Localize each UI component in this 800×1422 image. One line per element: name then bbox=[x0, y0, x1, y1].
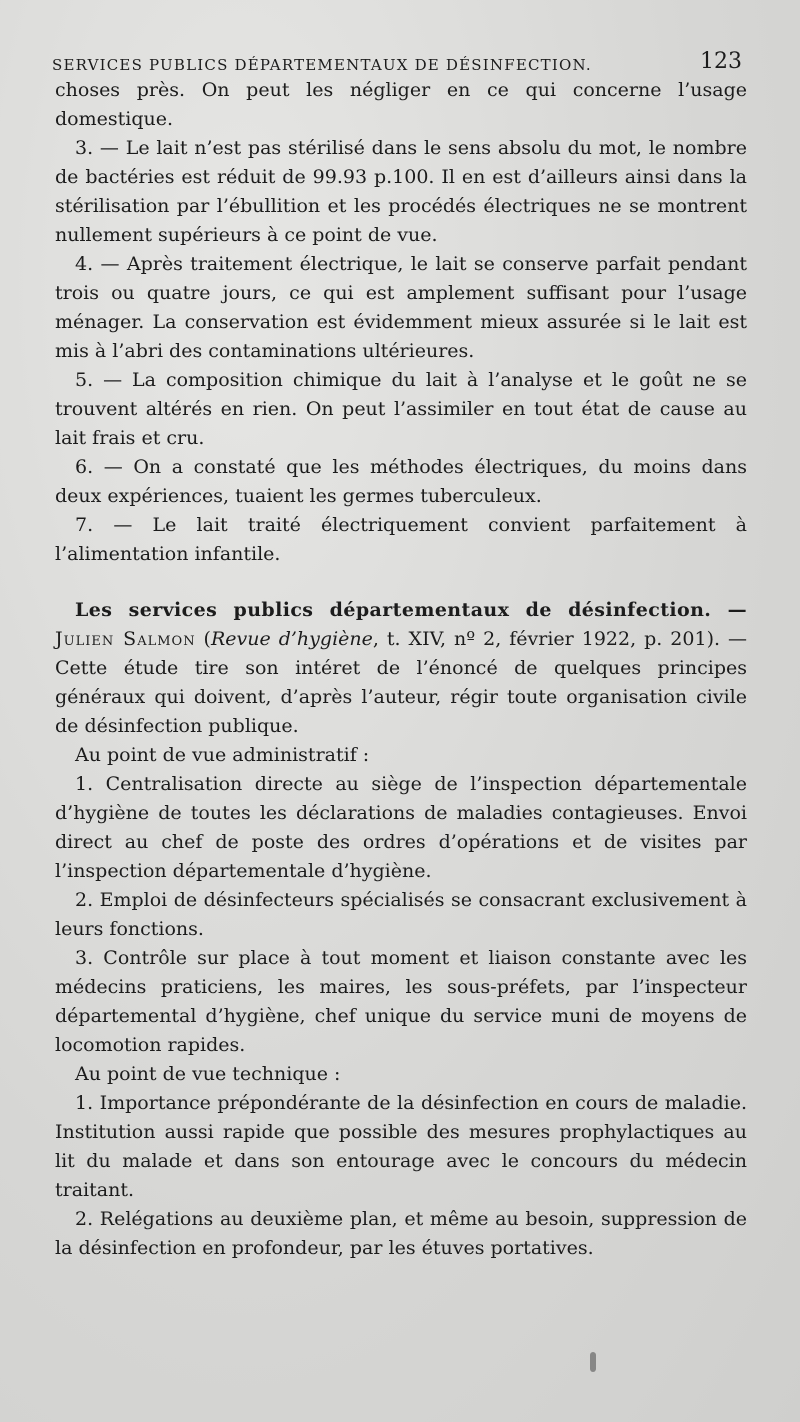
paragraph: 3. — Le lait n’est pas stérilisé dans le sens absolu du mot, le nombre de bactéries est réduit de 99.93 p.100. Il en est d’ailleurs ainsi dans la stérilisation par l’ébullition et les procédés électriques ne se montrent nullement supérieurs à ce point de vue. bbox=[55, 137, 747, 246]
page-number: 123 bbox=[700, 49, 742, 74]
paragraph: 2. Emploi de désinfecteurs spécialisés se consacrant exclusivement à leurs fonctions. bbox=[55, 889, 747, 940]
article-title: Les services publics départementaux de désinfection. — bbox=[75, 599, 747, 621]
paragraph: 5. — La composition chimique du lait à l’analyse et le goût ne se trouvent altérés en rien. On peut l’assimiler en tout état de cause au lait frais et cru. bbox=[55, 369, 747, 449]
journal-name: Revue d’hygiène bbox=[210, 628, 373, 650]
paragraph: Au point de vue technique : bbox=[75, 1063, 341, 1085]
page-header bbox=[52, 40, 742, 74]
paragraph: 1. Importance prépondérante de la désinfection en cours de maladie. Institution aussi rapide que possible des mesures prophylactiques au lit du malade et dans son entourage avec le concours du médecin traitant. bbox=[55, 1092, 747, 1201]
paragraph: 3. Contrôle sur place à tout moment et liaison constante avec les médecins praticiens, les maires, les sous-préfets, par l’inspecteur départemental d’hygiène, chef unique du service muni de moyens de locomotion rapides. bbox=[55, 947, 747, 1056]
paragraph: choses près. On peut les négliger en ce qui concerne l’usage domestique. bbox=[55, 79, 747, 130]
ink-mark bbox=[590, 1352, 596, 1372]
paragraph: 2. Relégations au deuxième plan, et même au besoin, suppression de la désinfection en profondeur, par les étuves portatives. bbox=[55, 1208, 747, 1259]
page-body bbox=[55, 76, 747, 1263]
section-gap bbox=[55, 569, 747, 596]
running-head: SERVICES PUBLICS DÉPARTEMENTAUX DE DÉSINFECTION. bbox=[52, 56, 592, 74]
paragraph: 1. Centralisation directe au siège de l’inspection départementale d’hygiène de toutes les déclarations de maladies contagieuses. Envoi direct au chef de poste des ordres d’opérations et de visites par l’inspection départementale d’hygiène. bbox=[55, 773, 747, 882]
paragraph: 4. — Après traitement électrique, le lait se conserve parfait pendant trois ou quatre jours, ce qui est amplement suffisant pour l’usage ménager. La conservation est évidemment mieux assurée si le lait est mis à l’abri des contaminations ultérieures. bbox=[55, 253, 747, 362]
paragraph: 6. — On a constaté que les méthodes électriques, du moins dans deux expériences, tuaient les germes tuberculeux. bbox=[55, 456, 747, 507]
article-summary: Les services publics départementaux de désinfection. — Julien Salmon (Revue d’hygiène, t. XIV, nº 2, février 1922, p. 201). — Cette étude tire son intéret de l’énoncé de quelques principes généraux qui doivent, d’après l’auteur, régir toute organisation civile de désinfection publique. bbox=[55, 599, 747, 737]
paragraph: 7. — Le lait traité électriquement convient parfaitement à l’alimentation infantile. bbox=[55, 514, 747, 565]
citation-text: , t. XIV, nº 2, février 1922, p. 201). — Cette étude tire son intéret de l’énoncé de quelques principes généraux qui doivent, d’après l’auteur, régir toute organisation civile de désinfection publique. bbox=[55, 628, 747, 737]
article-author: Julien Salmon bbox=[55, 628, 196, 650]
paragraph: Au point de vue administratif : bbox=[75, 744, 370, 766]
